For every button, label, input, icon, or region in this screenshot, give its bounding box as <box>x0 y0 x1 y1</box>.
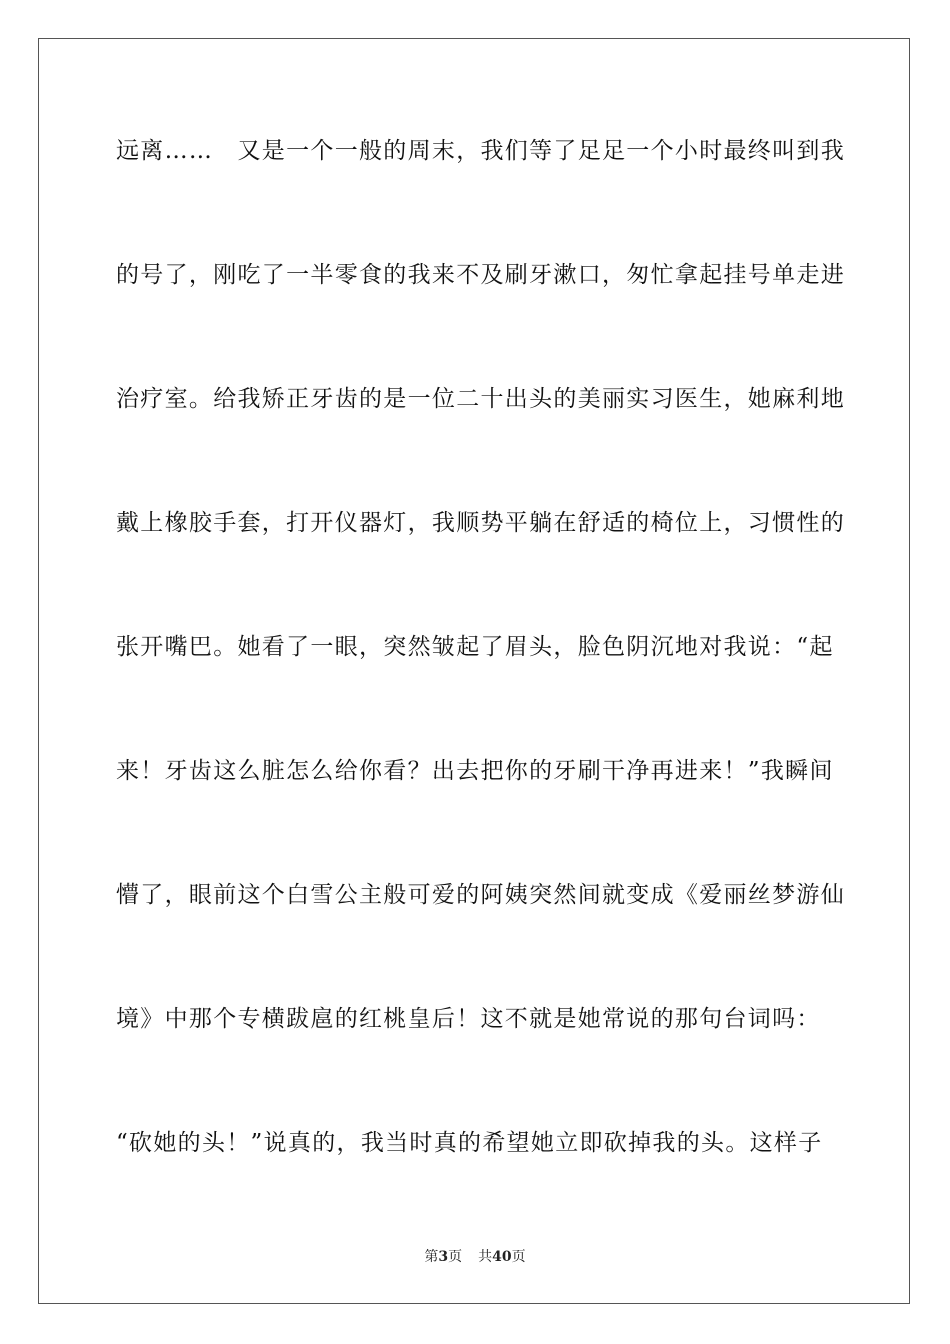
text-line-2: 的号了，刚吃了一半零食的我来不及刷牙漱口，匆忙拿起挂号单走进 <box>116 262 845 288</box>
page-number-prefix: 第 <box>424 1249 439 1265</box>
text-line-8: 境》中那个专横跋扈的红桃皇后！这不就是她常说的那句台词吗： <box>116 1006 821 1032</box>
page-total-prefix: 共 <box>478 1249 493 1265</box>
text-line-6: 来！牙齿这么脏怎么给你看？出去把你的牙刷干净再进来！”我瞬间 <box>116 758 834 784</box>
text-line-9: “砍她的头！”说真的，我当时真的希望她立即砍掉我的头。这样子 <box>116 1130 823 1156</box>
page-number-current: 3 <box>438 1249 449 1265</box>
text-line-1: 远离…… 又是一个一般的周末，我们等了足足一个小时最终叫到我 <box>116 138 845 164</box>
text-line-5: 张开嘴巴。她看了一眼，突然皱起了眉头，脸色阴沉地对我说：“起 <box>116 634 834 660</box>
document-body <box>116 120 845 1236</box>
text-line-4: 戴上橡胶手套，打开仪器灯，我顺势平躺在舒适的椅位上，习惯性的 <box>116 510 845 536</box>
page-number-suffix: 页 <box>448 1249 463 1265</box>
text-line-7: 懵了，眼前这个白雪公主般可爱的阿姨突然间就变成《爱丽丝梦游仙 <box>116 882 845 908</box>
text-line-3: 治疗室。给我矫正牙齿的是一位二十出头的美丽实习医生，她麻利地 <box>116 386 845 412</box>
page-footer <box>0 1246 950 1266</box>
page-total: 40 <box>492 1249 512 1265</box>
page-total-suffix: 页 <box>511 1249 526 1265</box>
